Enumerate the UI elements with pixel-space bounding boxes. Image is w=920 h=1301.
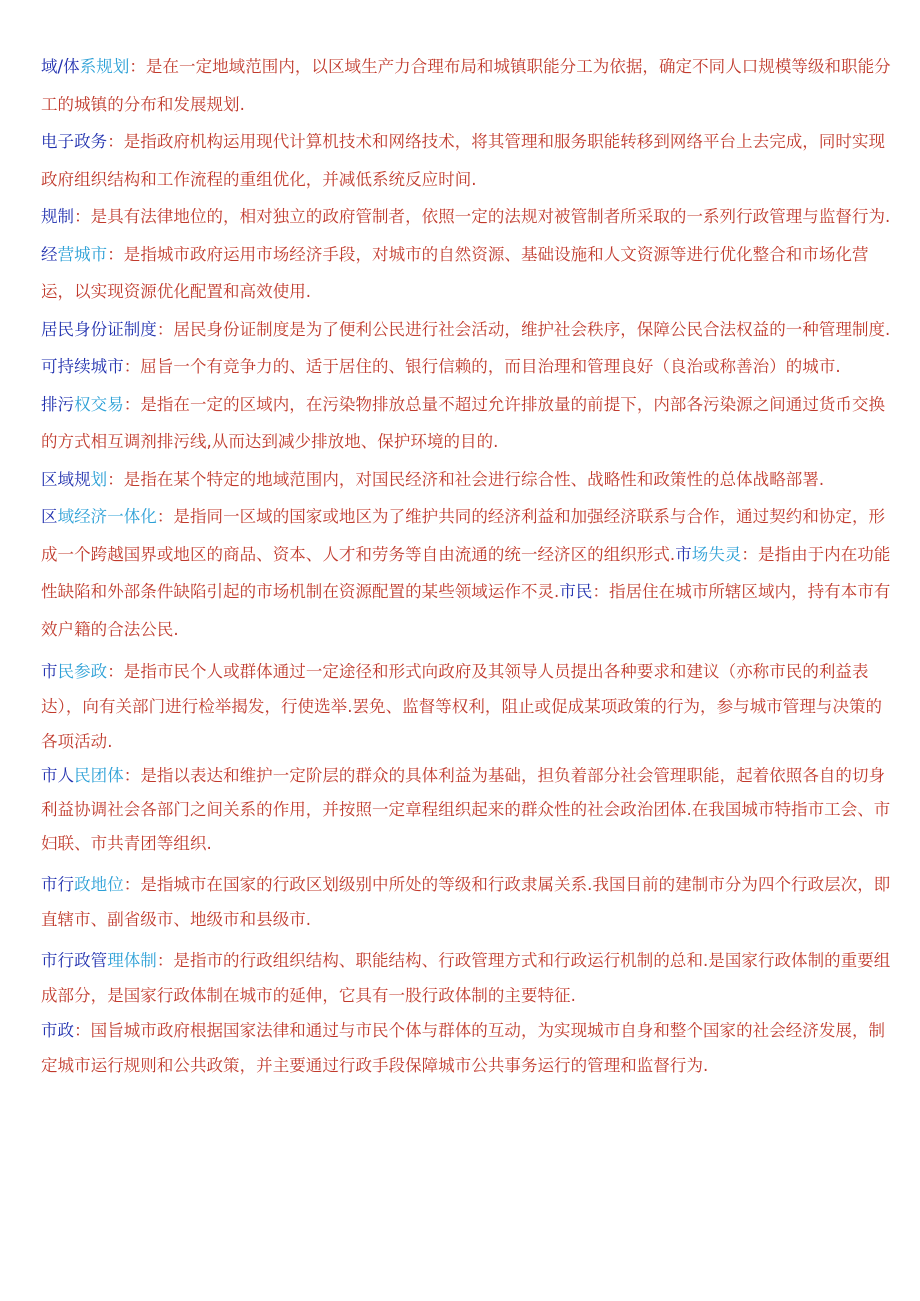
term-part-b: 场失灵: [691, 544, 742, 564]
definition: ：是指在某个特定的地域范围内，对国民经济和社会进行综合性、战略性和政策性的总体战略部署.: [107, 469, 825, 489]
glossary-page: [41, 48, 893, 1083]
term-part-a: 市: [675, 544, 692, 564]
glossary-entry: [41, 386, 893, 461]
definition: ：是在一定地域范围内，以区域生产力合理布局和城镇职能分工为依据，确定不同人口规模等级和职能分工的城镇的分布和发展规划.: [41, 57, 891, 114]
definition: ：屈旨一个有竞争力的、适于居住的、银行信赖的，而目治理和管理良好（良治或称善治）的城市.: [123, 357, 841, 376]
glossary-entry: [41, 236, 893, 311]
definition: ：国旨城市政府根据国家法律和通过与市民个体与群体的互动，为实现城市自身和整个国家的社会经济发展，制定城市运行规则和公共政策，并主要通过行政手段保障城市公共事务运行的管理和监督行为.: [41, 1021, 886, 1075]
glossary-entry: [41, 461, 893, 499]
term-part-b: 权交易: [74, 394, 124, 414]
term-part-b: 民团体: [74, 766, 124, 785]
definition: ：是指城市在国家的行政区划级别中所处的等级和行政隶属关系.我国目前的建制市分为四个行政层次，即直辖市、副省级市、地级市和县级市.: [41, 875, 891, 929]
term-part-a: 市政: [41, 1021, 75, 1040]
definition: ：是指以表达和维护一定阶层的群众的具体利益为基础，担负着部分社会管理职能，起着依照各自的切身利益协调社会各部门之间关系的作用，并按照一定章程组织起来的群众性的社会政治团体.在我国城市特指市工会、市妇联、市共青团等组织.: [41, 766, 891, 853]
glossary-entry: [41, 498, 893, 648]
glossary-entry: [41, 311, 893, 349]
term-part-a: 居民身份证制度: [41, 319, 157, 339]
glossary-entry: [41, 1013, 893, 1083]
term-part-a: 经: [41, 244, 58, 264]
definition: ：居民身份证制度是为了便利公民进行社会活动，维护社会秩序，保障公民合法权益的一种管理制度.: [156, 319, 891, 339]
term-part-a: 规制: [41, 207, 75, 226]
definition: ：指居住在城市所辖区域内，持有本市有效户籍的合法公民.: [41, 582, 891, 639]
glossary-entry: [41, 654, 893, 759]
term-part-a: 市人: [41, 766, 75, 785]
glossary-entry: [41, 867, 893, 937]
definition: ：是指政府机构运用现代计算机技术和网络技术，将其管理和服务职能转移到网络平台上去完成，同时实现政府组织结构和工作流程的重组优化，并减低系统反应时间.: [41, 132, 886, 189]
glossary-entry: [41, 943, 893, 1013]
definition: ：是指由于内在功能性缺陷和外部条件缺陷引起的市场机制在资源配置的某些领域运作不灵.: [41, 544, 891, 601]
term-part-a: 市行政管: [41, 951, 108, 970]
glossary-entry: [41, 198, 893, 236]
term-part-b: 政地位: [74, 875, 124, 894]
term-part-b: 理体制: [107, 951, 157, 970]
glossary-entry: [41, 759, 893, 861]
term-part-a: 域/体: [41, 57, 80, 76]
glossary-entry: [41, 48, 893, 123]
definition: ：是指在一定的区域内，在污染物排放总量不超过允许排放量的前提下，内部各污染源之间通过货币交换的方式相互调剂排污线,从而达到减少排放地、保护环境的目的.: [41, 394, 886, 451]
term-part-a: 区: [41, 507, 58, 526]
term-part-a: 市行: [41, 875, 75, 894]
definition: ：是指市民个人或群体通过一定途径和形式向政府及其领导人员提出各种要求和建议（亦称市民的利益表达），向有关部门进行检举揭发，行使选举.罢免、监督等权利，阻止或促成某项政策的行为，参与城市管理与决策的各项活动.: [41, 662, 883, 751]
glossary-entry: [41, 123, 893, 198]
term-part-b: 划: [90, 469, 108, 489]
definition: ：是具有法律地位的，相对独立的政府管制者，依照一定的法规对被管制者所采取的一系列行政管理与监督行为.: [74, 207, 891, 226]
term-part-a: 排污: [41, 394, 75, 414]
term-part-b: 营城市: [57, 244, 108, 264]
term-part-b: 系规划: [79, 57, 130, 76]
term-part-a: 可持续城市: [41, 357, 124, 376]
term-part-a: 电子政务: [41, 132, 108, 151]
term-part-b: 民参政: [57, 662, 108, 681]
term-part-b: 域经济一体化: [57, 507, 157, 526]
term-part-a: 市: [41, 662, 58, 681]
definition: ：是指同一区域的国家或地区为了维护共同的经济利益和加强经济联系与合作，通过契约和协定，形成一个跨越国界或地区的商品、资本、人才和劳务等自由流通的统一经济区的组织形式.: [41, 507, 886, 564]
glossary-entry: [41, 348, 893, 386]
definition: ：是指城市政府运用市场经济手段，对城市的自然资源、基础设施和人文资源等进行优化整合和市场化营运，以实现资源优化配置和高效使用.: [41, 244, 869, 301]
term-part-a: 市民: [559, 582, 593, 601]
term-part-a: 区域规: [41, 469, 91, 489]
definition: ：是指市的行政组织结构、职能结构、行政管理方式和行政运行机制的总和.是国家行政体制的重要组成部分，是国家行政体制在城市的延伸，它具有一股行政体制的主要特征.: [41, 951, 891, 1005]
